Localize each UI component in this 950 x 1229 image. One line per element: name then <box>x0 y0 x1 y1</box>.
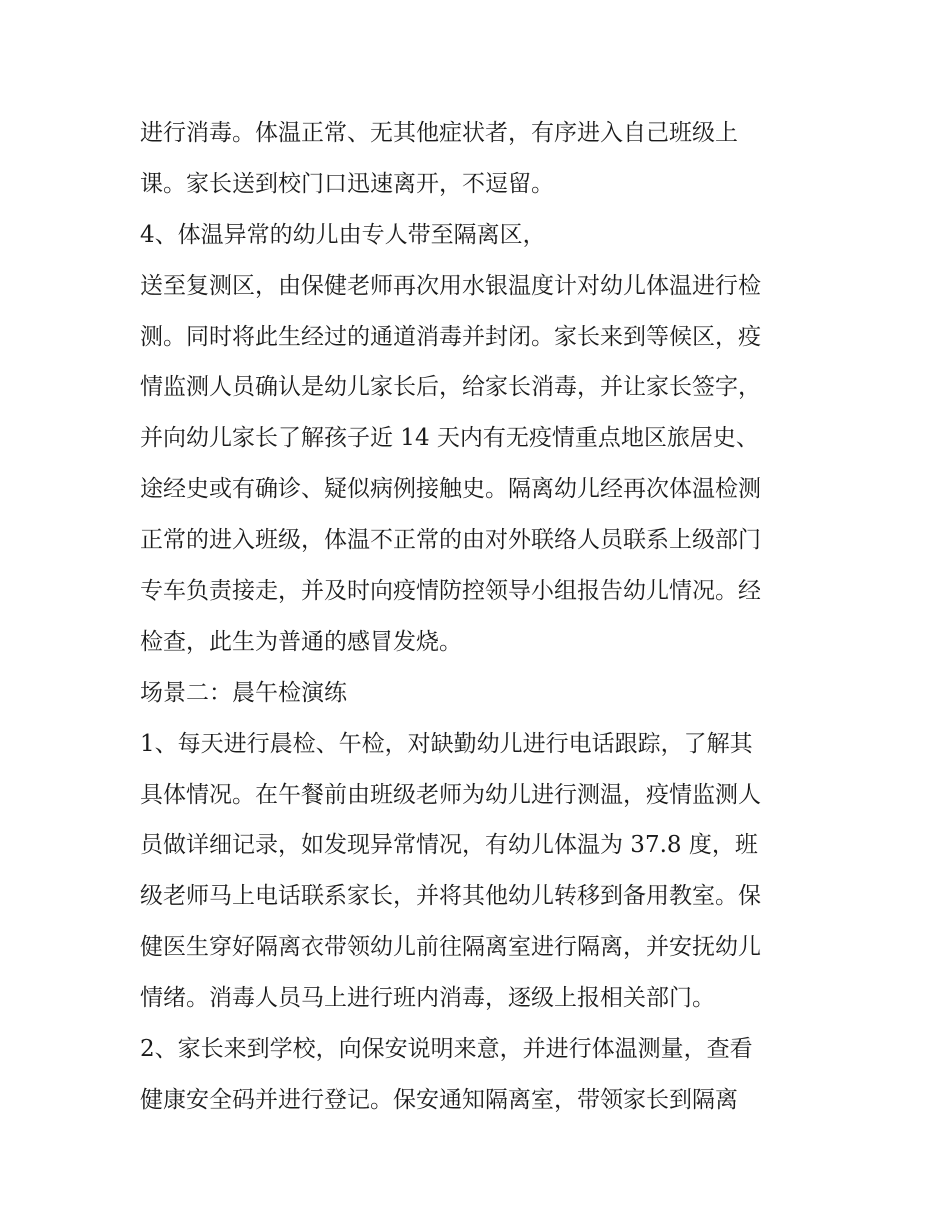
text-line: 进行消毒。体温正常、无其他症状者，有序进入自己班级上 <box>140 120 738 146</box>
text-line: 级老师马上电话联系家长，并将其他幼儿转移到备用教室。保 <box>140 883 761 910</box>
body-text <box>140 108 820 1126</box>
text-line: 1、每天进行晨检、午检，对缺勤幼儿进行电话跟踪，了解其 <box>140 730 753 757</box>
text-line: 情绪。消毒人员马上进行班内消毒，逐级上报相关部门。 <box>140 985 715 1012</box>
text-line: 送至复测区，由保健老师再次用水银温度计对幼儿体温进行检 <box>140 272 761 299</box>
text-line: 并向幼儿家长了解孩子近 14 天内有无疫情重点地区旅居史、 <box>140 425 759 452</box>
text-line: 2、家长来到学校，向保安说明来意，并进行体温测量，查看 <box>140 1036 753 1063</box>
text-line: 健医生穿好隔离衣带领幼儿前往隔离室进行隔离，并安抚幼儿 <box>140 934 761 961</box>
text-line: 测。同时将此生经过的通道消毒并封闭。家长来到等候区，疫 <box>140 323 761 350</box>
text-line: 正常的进入班级，体温不正常的由对外联络人员联系上级部门 <box>140 527 761 554</box>
text-line: 健康安全码并进行登记。保安通知隔离室，带领家长到隔离 <box>140 1086 738 1113</box>
text-line: 具体情况。在午餐前由班级老师为幼儿进行测温，疫情监测人 <box>140 781 761 808</box>
text-line: 途经史或有确诊、疑似病例接触史。隔离幼儿经再次体温检测 <box>140 476 761 503</box>
section-heading: 场景二：晨午检演练 <box>140 679 347 706</box>
text-line: 情监测人员确认是幼儿家长后，给家长消毒，并让家长签字， <box>140 374 761 401</box>
text-line: 员做详细记录，如发现异常情况，有幼儿体温为 37.8 度，班 <box>140 832 758 859</box>
text-line: 检查，此生为普通的感冒发烧。 <box>140 628 462 655</box>
text-line: 专车负责接走，并及时向疫情防控领导小组报告幼儿情况。经 <box>140 578 761 605</box>
text-line: 课。家长送到校门口迅速离开，不逗留。 <box>140 170 554 197</box>
text-line: 4、体温异常的幼儿由专人带至隔离区， <box>140 221 546 248</box>
